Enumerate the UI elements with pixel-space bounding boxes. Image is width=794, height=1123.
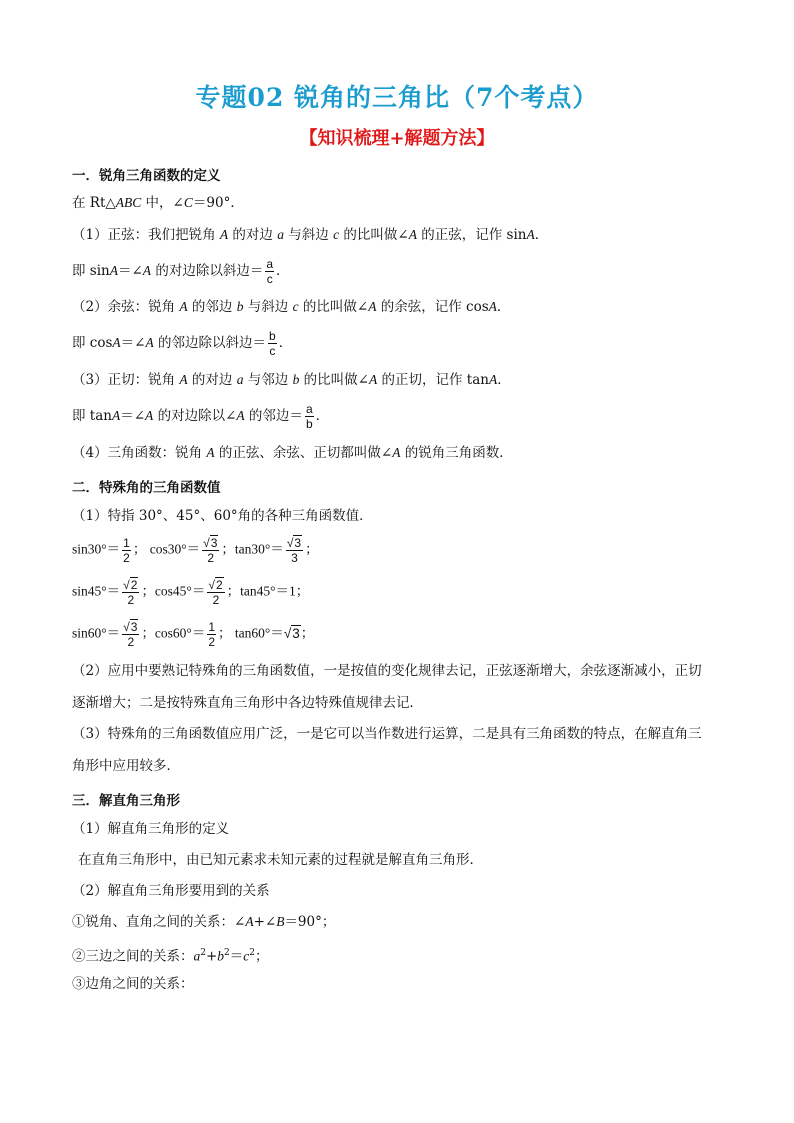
fraction-a-over-b: $\frac{a}{b}$	[305, 402, 313, 431]
row-30-degrees: sin30°＝ $\frac{1}{2}$ ； cos30°＝ $\frac{√3}{2}$ ；tan30°＝ $\frac{√3}{3}$ ；	[72, 536, 319, 565]
sine-definition: （1）正弦：我们把锐角 A 的对边 a 与斜边 c 的比叫做∠A 的正弦，记作 sinA．	[72, 227, 549, 243]
intro-line: 在 Rt△ABC 中，∠C＝90°．	[72, 195, 244, 211]
solving-definition-text: 在直角三角形中，由已知元素求未知元素的过程就是解直角三角形．	[78, 852, 483, 868]
sine-formula: 即 sinA＝∠A 的对边除以斜边＝ $\frac{a}{c}$ ．	[72, 257, 290, 286]
memorize-paragraph-line2: 逐渐增大；二是按特殊直角三角形中各边特殊值规律去记．	[72, 695, 423, 711]
fraction: $\frac{√2}{2}$	[208, 578, 223, 607]
fraction-b-over-c: $\frac{b}{c}$	[269, 329, 276, 358]
row-45-degrees: sin45°＝ $\frac{√2}{2}$ ；cos45°＝ $\frac{√2}{2}$ ；tan45°＝1；	[72, 578, 310, 607]
fraction: $\frac{1}{2}$	[123, 536, 130, 565]
tangent-formula: 即 tanA＝∠A 的对边除以∠A 的邻边＝ $\frac{a}{b}$ ．	[72, 402, 330, 431]
page-subtitle: 【知识梳理+解题方法】	[299, 128, 495, 149]
application-paragraph-line2: 角形中应用较多．	[72, 758, 180, 774]
fraction: $\frac{1}{2}$	[208, 620, 216, 649]
cosine-formula: 即 cosA＝∠A 的邻边除以斜边＝ $\frac{b}{c}$ ．	[72, 329, 293, 358]
fraction-a-over-c: $\frac{a}{c}$	[266, 257, 274, 286]
solving-definition-title: （1）解直角三角形的定义	[72, 821, 230, 837]
section-heading-special-angles: 二．特殊角的三角函数值	[72, 480, 221, 496]
section-heading-definition: 一．锐角三角函数的定义	[72, 168, 221, 184]
relation-sides: ②三边之间的关系：$a^2+b^2=c^2$；	[72, 948, 269, 965]
fraction: $\frac{√3}{2}$	[123, 620, 138, 649]
relations-title: （2）解直角三角形要用到的关系	[72, 883, 270, 899]
tangent-definition: （3）正切：锐角 A 的对边 a 与邻边 b 的比叫做∠A 的正切，记作 tanA．	[72, 372, 511, 388]
fraction: $\frac{√2}{2}$	[123, 578, 138, 607]
row-60-degrees: sin60°＝ $\frac{√3}{2}$ ；cos60°＝ $\frac{1}{2}$ ； tan60°＝√3；	[72, 620, 315, 649]
special-angles-intro: （1）特指 30°、45°、60°角的各种三角函数值．	[72, 508, 373, 524]
relation-angles: ①锐角、直角之间的关系：∠A+∠B＝90°；	[72, 914, 336, 930]
fraction: $\frac{√3}{3}$	[286, 536, 302, 565]
sqrt-3: √3	[283, 625, 300, 641]
memorize-paragraph-line1: （2）应用中要熟记特殊角的三角函数值，一是按值的变化规律去记，正弦逐渐增大，余弦逐渐减小，正切	[72, 663, 702, 679]
trig-function-definition: （4）三角函数：锐角 A 的正弦、余弦、正切都叫做∠A 的锐角三角函数．	[72, 445, 513, 461]
page-title: 专题02 锐角的三角比（7个考点）	[195, 83, 599, 112]
cosine-definition: （2）余弦：锐角 A 的邻边 b 与斜边 c 的比叫做∠A 的余弦，记作 cosA．	[72, 299, 511, 315]
application-paragraph-line1: （3）特殊角的三角函数值应用广泛，一是它可以当作数进行运算，二是具有三角函数的特点，在解直角三	[72, 726, 702, 742]
relation-sides-angles: ③边角之间的关系：	[72, 976, 194, 992]
section-heading-solving: 三．解直角三角形	[72, 793, 180, 809]
fraction: $\frac{√3}{2}$	[203, 536, 218, 565]
